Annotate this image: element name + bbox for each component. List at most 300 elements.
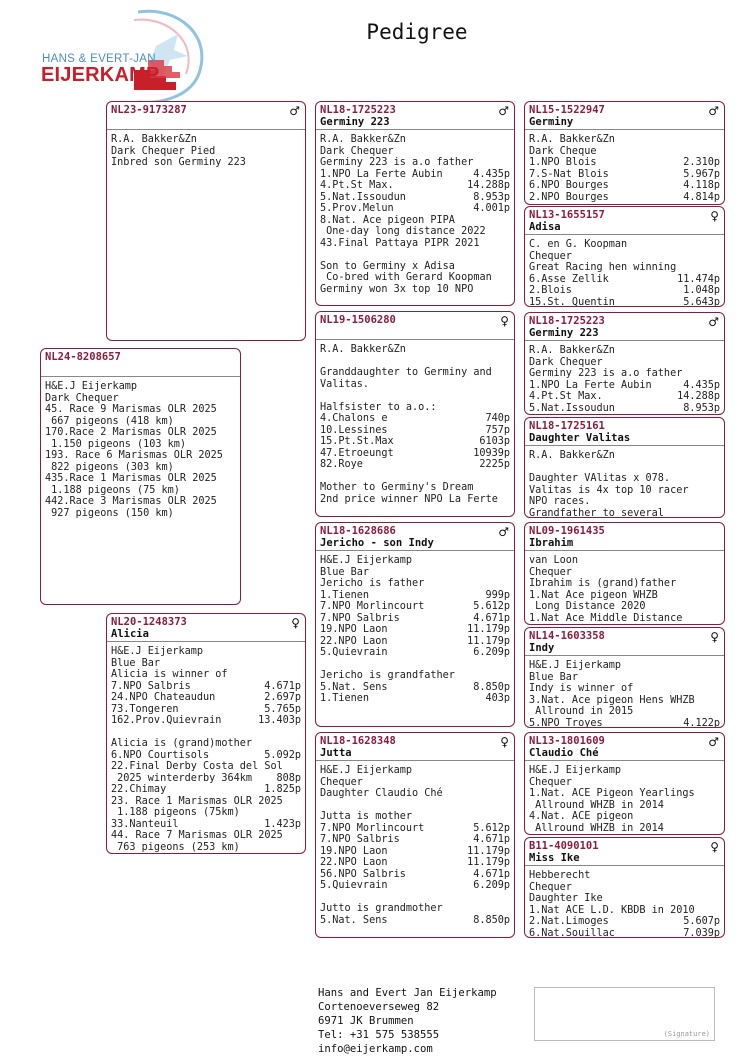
- race-name: 5.Quievrain: [320, 647, 388, 658]
- race-participants: 13.403p: [258, 715, 301, 726]
- info-line: [320, 249, 510, 261]
- pigeon-name: Germiny 223: [320, 116, 390, 128]
- race-participants: 403p: [485, 693, 510, 704]
- card-body: [525, 761, 724, 834]
- race-name: 7.S-Nat Blois: [529, 168, 609, 180]
- race-name: 6.Asse Zellik: [529, 273, 609, 285]
- result-line: [320, 192, 510, 204]
- race-name: 2025 winterderby 364km: [111, 772, 253, 784]
- card-header: [316, 312, 514, 340]
- ring-number: NL24-8208657: [45, 351, 121, 363]
- pigeon-name: Ibrahim: [529, 537, 574, 549]
- ring-number: NL18-1725161: [529, 420, 605, 432]
- card-body: [525, 446, 724, 518]
- info-line: One-day long distance 2022: [320, 226, 486, 237]
- info-line: R.A. Bakker&Zn: [111, 134, 197, 145]
- info-line: R.A. Bakker&Zn: [529, 134, 615, 145]
- info-line: 1.Nat Ace Middle Distance: [529, 612, 683, 624]
- card-header: [525, 838, 724, 866]
- info-line: Inbred son Germiny 223: [111, 157, 246, 168]
- info-line: 4.Nat. ACE pigeon: [529, 811, 634, 822]
- info-line: [320, 356, 510, 368]
- card-body: [525, 130, 724, 203]
- result-line: [320, 613, 510, 625]
- race-name: 56.NPO Salbris: [320, 868, 406, 880]
- info-line: Jutta is mother: [320, 811, 413, 822]
- race-participants: 1.825p: [264, 784, 301, 795]
- result-line: [320, 459, 510, 471]
- card-header: [107, 102, 305, 130]
- race-participants: 4.814p: [683, 191, 720, 203]
- race-participants: 4.671p: [473, 834, 510, 845]
- info-line: Alicia is (grand)mother: [111, 738, 253, 749]
- info-line: 1.Nat. ACE Pigeon Yearlings: [529, 788, 695, 799]
- result-line: [320, 823, 510, 835]
- race-name: 1.NPO Blois: [529, 157, 597, 168]
- info-line: Dark Chequer: [529, 356, 603, 368]
- race-name: 5.Quievrain: [320, 880, 388, 891]
- info-line: Chequer: [529, 250, 572, 262]
- race-participants: 8.850p: [473, 914, 510, 926]
- race-participants: 757p: [485, 424, 510, 436]
- card-header: [316, 733, 514, 761]
- info-line: Chequer: [529, 566, 572, 578]
- result-line: [320, 869, 510, 881]
- info-line: Jericho is father: [320, 578, 425, 589]
- logo-text-top: HANS & EVERT-JAN: [42, 53, 156, 65]
- result-line: [111, 692, 301, 704]
- race-name: 22.NPO Laon: [320, 635, 388, 647]
- card-header: [525, 523, 724, 551]
- info-line: Dark Cheque: [529, 145, 597, 157]
- race-name: 5.Prov.Melun: [320, 203, 394, 214]
- result-line: [320, 448, 510, 460]
- male-symbol-icon: ♂: [289, 104, 300, 118]
- result-line: [111, 704, 301, 716]
- address-line: Hans and Evert Jan Eijerkamp: [318, 987, 497, 999]
- info-line: Daughter Ike: [529, 893, 603, 904]
- race-name: 24.NPO Chateaudun: [111, 692, 216, 703]
- result-line: [320, 693, 510, 705]
- race-name: 22.NPO Laon: [320, 857, 388, 868]
- info-line: Blue Bar: [529, 671, 579, 683]
- pigeon-card: [315, 101, 515, 306]
- race-name: 7.NPO Salbris: [111, 680, 191, 692]
- race-participants: 5.092p: [264, 749, 301, 761]
- race-participants: 5.612p: [473, 822, 510, 834]
- ring-number: NL20-1248373: [111, 616, 187, 628]
- race-participants: 6.209p: [473, 647, 510, 658]
- race-name: 19.NPO Laon: [320, 845, 388, 857]
- card-body: [525, 866, 724, 938]
- card-body: [525, 656, 724, 728]
- race-name: 7.NPO Salbris: [320, 612, 400, 624]
- race-participants: 11.179p: [467, 624, 510, 635]
- result-line: [111, 715, 301, 727]
- result-line: [320, 647, 510, 659]
- info-line: 442.Race 3 Marismas OLR 2025: [45, 496, 217, 507]
- result-line: [529, 380, 720, 392]
- ring-number: NL18-1725223: [320, 104, 396, 116]
- race-name: 15.St. Quentin: [529, 296, 615, 307]
- pigeon-card: [315, 311, 515, 517]
- info-line: 43.Final Pattaya PIPR 2021: [320, 237, 480, 249]
- pigeon-card: [524, 312, 725, 415]
- info-line: [320, 659, 510, 671]
- race-participants: 8.953p: [473, 191, 510, 203]
- result-line: [529, 916, 720, 928]
- race-name: 5.Nat.Issoudun: [529, 402, 615, 414]
- info-line: 1.150 pigeons (103 km): [45, 438, 187, 450]
- result-line: [320, 590, 510, 602]
- race-name: 1.NPO La Ferte Aubin: [529, 379, 652, 391]
- address-line: info@eijerkamp.com: [318, 1043, 433, 1055]
- result-line: [111, 819, 301, 831]
- result-line: [111, 784, 301, 796]
- race-participants: 999p: [485, 589, 510, 601]
- info-line: 8.Nat. Ace pigeon PIPA: [320, 214, 455, 226]
- male-symbol-icon: ♂: [708, 735, 719, 749]
- race-name: 5.Nat. Sens: [320, 914, 388, 926]
- card-body: [41, 377, 240, 519]
- address-line: 6971 JK Brummen: [318, 1015, 414, 1027]
- info-line: H&E.J Eijerkamp: [111, 646, 204, 657]
- info-line: 45. Race 9 Marismas OLR 2025: [45, 404, 217, 415]
- female-symbol-icon: ♀: [710, 630, 719, 644]
- race-name: 6.NPO Bourges: [529, 180, 609, 191]
- race-participants: 10939p: [473, 447, 510, 459]
- race-name: 2.NPO Bourges: [529, 191, 609, 203]
- info-line: 435.Race 1 Marismas OLR 2025: [45, 473, 217, 484]
- race-participants: 4.118p: [683, 180, 720, 191]
- race-name: 4.Pt.St Max.: [320, 180, 394, 191]
- card-body: [316, 340, 514, 505]
- race-participants: 4.671p: [264, 680, 301, 692]
- race-participants: 8.850p: [473, 681, 510, 693]
- info-line: 2nd price winner NPO La Ferte: [320, 493, 498, 505]
- race-participants: 11.179p: [467, 845, 510, 857]
- race-participants: 1.423p: [264, 818, 301, 830]
- info-line: Dark Chequer: [320, 145, 394, 157]
- card-header: [525, 628, 724, 656]
- pigeon-card: [524, 522, 725, 625]
- race-participants: 4.435p: [473, 168, 510, 180]
- female-symbol-icon: ♀: [500, 735, 509, 749]
- race-participants: 1.048p: [683, 285, 720, 296]
- info-line: R.A. Bakker&Zn: [320, 134, 406, 145]
- race-participants: 4.671p: [473, 868, 510, 880]
- result-line: [320, 169, 510, 181]
- race-name: 73.Tongeren: [111, 703, 179, 715]
- card-body: [316, 761, 514, 926]
- race-name: 33.Nanteuil: [111, 818, 179, 830]
- card-header: [41, 349, 240, 377]
- result-line: [529, 157, 720, 169]
- result-line: [320, 436, 510, 448]
- breeder-address: [318, 986, 497, 1056]
- result-line: [111, 681, 301, 693]
- race-name: 1.NPO La Ferte Aubin: [320, 168, 443, 180]
- info-line: 1.Nat ACE L.D. KBDB in 2010: [529, 904, 695, 916]
- result-line: [320, 180, 510, 192]
- info-line: Chequer: [320, 776, 363, 788]
- info-line: H&E.J Eijerkamp: [529, 765, 622, 776]
- info-line: 822 pigeons (303 km): [45, 461, 174, 473]
- race-name: 19.NPO Laon: [320, 624, 388, 635]
- race-name: 4.Chalons e: [320, 413, 388, 424]
- result-line: [529, 285, 720, 297]
- result-line: [320, 624, 510, 636]
- card-body: [525, 235, 724, 307]
- info-line: 170.Race 2 Marismas OLR 2025: [45, 427, 217, 438]
- result-line: [529, 274, 720, 286]
- pigeon-card: [40, 348, 241, 605]
- info-line: 3.Nat. Ace pigeon Hens WHZB: [529, 694, 695, 706]
- info-line: 927 pigeons (150 km): [45, 507, 174, 519]
- race-participants: 5.612p: [473, 601, 510, 612]
- info-line: NPO races.: [529, 496, 591, 507]
- card-body: [107, 642, 305, 853]
- result-line: [320, 203, 510, 215]
- race-name: 6.NPO Courtisols: [111, 749, 210, 761]
- race-name: 7.NPO Morlincourt: [320, 822, 425, 834]
- pigeon-name: Alicia: [111, 628, 149, 640]
- race-name: 22.Chimay: [111, 784, 167, 795]
- logo: [38, 6, 218, 106]
- info-line: 1.188 pigeons (75 km): [45, 484, 180, 496]
- info-line: 1.188 pigeons (75km): [111, 807, 240, 818]
- info-line: 193. Race 6 Marismas OLR 2025: [45, 450, 223, 461]
- race-participants: 5.607p: [683, 916, 720, 927]
- male-symbol-icon: ♂: [498, 525, 509, 539]
- pigeon-card: [315, 522, 515, 727]
- race-participants: 5.643p: [683, 296, 720, 307]
- female-symbol-icon: ♀: [710, 209, 719, 223]
- race-participants: 14.288p: [467, 180, 510, 191]
- card-header: [316, 523, 514, 551]
- info-line: [320, 390, 510, 402]
- race-name: 7.NPO Morlincourt: [320, 601, 425, 612]
- info-line: Germiny won 3x top 10 NPO: [320, 283, 474, 295]
- info-line: 763 pigeons (253 km): [111, 841, 240, 853]
- info-line: C. en G. Koopman: [529, 239, 628, 250]
- female-symbol-icon: ♀: [710, 840, 719, 854]
- result-line: [320, 425, 510, 437]
- pigeon-name: Adisa: [529, 221, 561, 233]
- race-participants: 14.288p: [677, 391, 720, 402]
- ring-number: NL13-1655157: [529, 209, 605, 221]
- pigeon-card: [524, 206, 725, 307]
- race-participants: 4.671p: [473, 612, 510, 624]
- race-name: 15.Pt.St.Max: [320, 436, 394, 447]
- race-participants: 6103p: [479, 436, 510, 447]
- ring-number: NL18-1628348: [320, 735, 396, 747]
- race-name: 5.NPO Troyes: [529, 717, 603, 728]
- info-line: 23. Race 1 Marismas OLR 2025: [111, 795, 283, 807]
- info-line: 22.Final Derby Costa del Sol: [111, 761, 283, 772]
- info-line: 1.Nat Ace pigeon WHZB: [529, 589, 658, 601]
- info-line: Mother to Germiny's Dream: [320, 482, 474, 493]
- address-line: Tel: +31 575 538555: [318, 1029, 440, 1041]
- race-participants: 7.039p: [683, 927, 720, 938]
- info-line: Long Distance 2020: [529, 601, 646, 612]
- info-line: Jutto is grandmother: [320, 903, 443, 914]
- card-header: [525, 313, 724, 341]
- race-participants: 5.765p: [264, 703, 301, 715]
- info-line: Valitas.: [320, 378, 370, 390]
- info-line: Chequer: [529, 881, 572, 893]
- card-body: [107, 130, 305, 169]
- pigeon-name: Jericho - son Indy: [320, 537, 434, 549]
- race-participants: 2.310p: [683, 157, 720, 168]
- result-line: [320, 636, 510, 648]
- race-participants: 11.474p: [677, 273, 720, 285]
- info-line: Indy is winner of: [529, 683, 634, 694]
- info-line: 44. Race 7 Marismas OLR 2025: [111, 830, 283, 841]
- info-line: Alicia is winner of: [111, 669, 228, 680]
- race-participants: 4.435p: [683, 379, 720, 391]
- signature-box[interactable]: [534, 987, 715, 1041]
- info-line: Blue Bar: [320, 566, 370, 578]
- info-line: [320, 892, 510, 904]
- info-line: R.A. Bakker&Zn: [529, 345, 615, 356]
- card-body: [525, 341, 724, 414]
- pigeon-name: Jutta: [320, 747, 352, 759]
- info-line: [320, 800, 510, 812]
- ring-number: B11-4090101: [529, 840, 599, 852]
- info-line: Germiny 223 is a.o father: [529, 368, 683, 379]
- pigeon-card: [524, 732, 725, 835]
- info-line: H&E.J Eijerkamp: [320, 555, 413, 566]
- info-line: Daughter Claudio Ché: [320, 788, 443, 799]
- result-line: [320, 601, 510, 613]
- card-body: [525, 551, 724, 624]
- info-line: Chequer: [529, 776, 572, 788]
- info-line: Valitas is 4x top 10 racer: [529, 484, 689, 496]
- race-participants: 2.697p: [264, 692, 301, 703]
- race-name: 2.Blois: [529, 285, 572, 296]
- race-participants: 6.209p: [473, 880, 510, 891]
- result-line: [529, 180, 720, 192]
- ring-number: NL13-1801609: [529, 735, 605, 747]
- card-body: [316, 551, 514, 705]
- info-line: Dark Chequer Pied: [111, 145, 216, 157]
- result-line: [320, 846, 510, 858]
- info-line: [111, 727, 301, 739]
- pigeon-card: [524, 101, 725, 205]
- result-line: [111, 773, 301, 785]
- info-line: Great Racing hen winning: [529, 262, 677, 273]
- male-symbol-icon: ♂: [708, 315, 719, 329]
- info-line: R.A. Bakker&Zn: [529, 450, 615, 461]
- race-name: 2.Nat.Limoges: [529, 916, 609, 927]
- info-line: Jericho is grandfather: [320, 670, 455, 681]
- race-participants: 11.179p: [467, 857, 510, 868]
- address-line: Cortenoeverseweg 82: [318, 1001, 440, 1013]
- card-header: [107, 614, 305, 642]
- result-line: [320, 915, 510, 927]
- result-line: [529, 403, 720, 415]
- card-header: [316, 102, 514, 130]
- info-line: R.A. Bakker&Zn: [320, 344, 406, 355]
- info-line: Daughter VAlitas x 078.: [529, 473, 671, 484]
- pigeon-name: Germiny: [529, 116, 574, 128]
- page-title: Pedigree: [366, 20, 468, 44]
- result-line: [529, 391, 720, 403]
- ring-number: NL14-1603358: [529, 630, 605, 642]
- logo-text-main: EIJERKAMP: [41, 64, 160, 86]
- race-participants: 740p: [485, 413, 510, 424]
- pigeon-card: [106, 613, 306, 854]
- info-line: Dark Chequer: [45, 392, 119, 404]
- card-header: [525, 418, 724, 446]
- info-line: Allround WHZB in 2014: [529, 822, 664, 834]
- race-name: 4.Pt.St Max.: [529, 391, 603, 402]
- pigeon-card: [524, 837, 725, 938]
- result-line: [320, 880, 510, 892]
- info-line: Grandfather to several: [529, 507, 664, 518]
- info-line: Halfsister to a.o.:: [320, 401, 437, 413]
- pigeon-name: Miss Ike: [529, 852, 580, 864]
- race-name: 47.Etroeungt: [320, 447, 394, 459]
- info-line: Allround WHZB in 2014: [529, 799, 664, 811]
- result-line: [111, 750, 301, 762]
- result-line: [529, 928, 720, 939]
- race-name: 5.Nat. Sens: [320, 681, 388, 693]
- pigeon-card: [315, 732, 515, 938]
- info-line: Blue Bar: [111, 657, 161, 669]
- male-symbol-icon: ♂: [708, 104, 719, 118]
- male-symbol-icon: ♂: [498, 104, 509, 118]
- race-name: 162.Prov.Quievrain: [111, 715, 222, 726]
- race-name: 1.Tienen: [320, 693, 370, 704]
- female-symbol-icon: ♀: [291, 616, 300, 630]
- result-line: [529, 297, 720, 308]
- info-line: Hebberecht: [529, 870, 591, 881]
- ring-number: NL09-1961435: [529, 525, 605, 537]
- race-participants: 2225p: [479, 459, 510, 470]
- result-line: [320, 857, 510, 869]
- info-line: Ibrahim is (grand)father: [529, 578, 677, 589]
- race-name: 82.Roye: [320, 459, 363, 470]
- info-line: [320, 471, 510, 483]
- info-line: Allround in 2015: [529, 706, 634, 717]
- race-participants: 11.179p: [467, 635, 510, 647]
- info-line: H&E.J Eijerkamp: [529, 660, 622, 671]
- pigeon-name: Germiny 223: [529, 327, 599, 339]
- race-name: 5.Nat.Issoudun: [320, 191, 406, 203]
- info-line: Son to Germiny x Adisa: [320, 260, 455, 272]
- card-header: [525, 102, 724, 130]
- pigeon-name: Indy: [529, 642, 555, 654]
- race-participants: 808p: [276, 772, 301, 784]
- ring-number: NL15-1522947: [529, 104, 605, 116]
- result-line: [529, 169, 720, 181]
- card-header: [525, 207, 724, 235]
- pigeon-card: [106, 101, 306, 341]
- result-line: [320, 413, 510, 425]
- ring-number: NL18-1725223: [529, 315, 605, 327]
- info-line: H&E.J Eijerkamp: [320, 765, 413, 776]
- pigeon-name: Claudio Ché: [529, 747, 599, 759]
- result-line: [529, 192, 720, 204]
- result-line: [529, 718, 720, 729]
- female-symbol-icon: ♀: [500, 314, 509, 328]
- signature-label: (Signature): [663, 1030, 710, 1038]
- race-participants: 4.001p: [473, 203, 510, 214]
- race-participants: 4.122p: [683, 717, 720, 728]
- race-name: 1.Tienen: [320, 589, 370, 601]
